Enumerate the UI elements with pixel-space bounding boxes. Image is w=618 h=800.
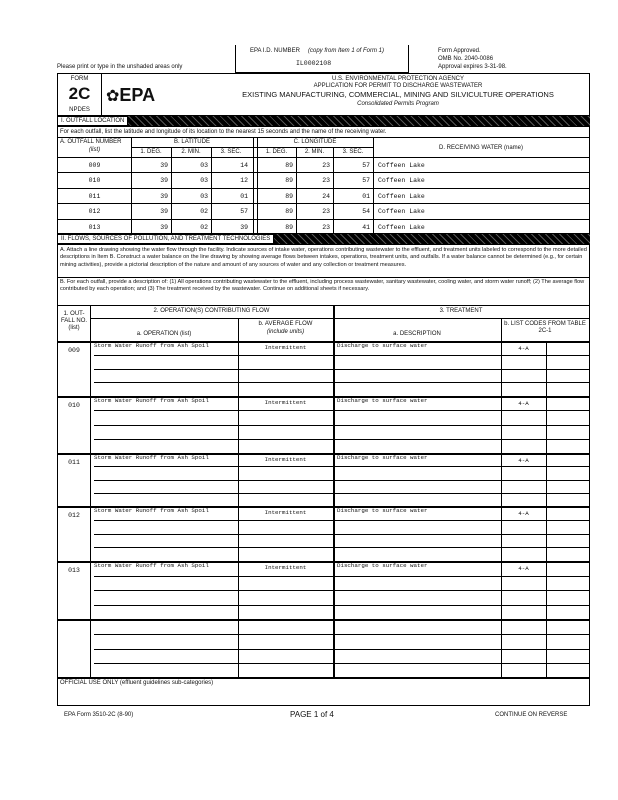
lat-min: 02 <box>200 208 208 216</box>
line-divider <box>94 663 589 664</box>
omb-number: OMB No. 2040-0086 <box>438 56 494 62</box>
operation: Storm Water Runoff from Ash Spoil <box>94 562 209 569</box>
col-longitude: C. LONGITUDE <box>293 139 337 145</box>
average-flow: Intermittent <box>264 344 307 351</box>
epa-id-box <box>235 45 409 73</box>
treatment-code: 4-A <box>518 345 529 352</box>
column-divider <box>131 137 132 234</box>
print-note: Please print or type in the unshaded areas only <box>57 64 183 70</box>
lat-sec: 14 <box>240 162 248 169</box>
col-long-min: 2. MIN. <box>304 149 325 155</box>
long-sec: 57 <box>362 162 370 169</box>
outfall-no: 012 <box>68 512 80 519</box>
lat-sec: 01 <box>240 192 248 200</box>
outfall-number: 009 <box>88 162 101 169</box>
column-divider <box>253 137 254 234</box>
treatment-code: 4-A <box>518 510 529 517</box>
col-outfall-sub: (list) <box>88 147 101 153</box>
form-program: NPDES <box>69 107 90 113</box>
line-divider <box>94 634 589 635</box>
section-1-instruction: For each outfall, list the latitude and longitude of its location to the nearest 15 seconds and the name of the receiving water. <box>60 129 387 135</box>
average-flow: Intermittent <box>264 399 307 406</box>
col-average-flow: b. AVERAGE FLOW <box>258 321 313 327</box>
long-sec: 01 <box>362 192 370 200</box>
lat-min: 03 <box>200 177 208 185</box>
lat-deg: 39 <box>160 177 168 185</box>
lat-deg: 39 <box>160 208 168 216</box>
col-receiving-water: D. RECEIVING WATER (name) <box>438 145 523 151</box>
outfall-number: 010 <box>88 177 101 185</box>
outfall-no: 009 <box>68 347 80 354</box>
agency-name: U.S. ENVIRONMENTAL PROTECTION AGENCY <box>331 76 465 82</box>
col-operation: a. OPERATION (list) <box>136 331 192 337</box>
lat-deg: 39 <box>160 223 168 231</box>
section-1-title: I. OUTFALL LOCATION <box>57 116 128 126</box>
footer-form-id: EPA Form 3510-2C (8-90) <box>64 712 134 718</box>
long-min: 23 <box>322 208 330 216</box>
receiving-water: Coffeen Lake <box>378 208 425 216</box>
lat-deg: 39 <box>160 162 168 169</box>
table-row <box>58 172 589 188</box>
long-sec: 54 <box>362 208 370 216</box>
long-deg: 89 <box>285 223 293 231</box>
column-divider <box>211 147 212 234</box>
official-use-label: OFFICIAL USE ONLY (effluent guidelines sub-categories) <box>60 680 214 686</box>
average-flow: Intermittent <box>264 564 307 571</box>
form-approved: Form Approved. <box>438 48 481 54</box>
long-deg: 89 <box>285 208 293 216</box>
long-deg: 89 <box>285 177 293 185</box>
long-min: 23 <box>322 223 330 231</box>
line-divider <box>94 493 589 494</box>
col-treatment: 3. TREATMENT <box>439 308 483 314</box>
operation: Storm Water Runoff from Ash Spoil <box>94 454 209 461</box>
treatment-description: Discharge to surface water <box>337 562 428 569</box>
line-divider <box>94 576 589 577</box>
epa-id-label: EPA I.D. NUMBER <box>250 48 300 54</box>
col-flow-units: (include units) <box>266 329 305 335</box>
line-divider <box>94 649 589 650</box>
treatment-description: Discharge to surface water <box>337 454 428 461</box>
col-long-deg: 1. DEG. <box>265 149 288 155</box>
lat-sec: 39 <box>240 223 248 231</box>
table-row <box>58 157 589 173</box>
item-a-text: A. Attach a line drawing showing the water flow through the facility. Indicate sources of intake water, operations contributing wastewater to the effluent, and treatment units labeled to correspond to the more detailed descriptions in Item B. Construct a water balance on the line drawing by showing average flows between intakes, operations, treatment units, and outfalls. If a water balance cannot be determined (e.g., for certain mining activities), provide a pictorial description of the nature and amount of any sources of water and any collection or treatment measures. <box>60 247 587 268</box>
operation: Storm Water Runoff from Ash Spoil <box>94 342 209 349</box>
treatment-code: 4-A <box>518 457 529 464</box>
approval-expires: Approval expires 3-31-98. <box>438 64 507 70</box>
official-use-box <box>57 677 590 706</box>
form-header <box>57 73 590 116</box>
column-divider <box>296 147 297 234</box>
line-divider <box>94 410 589 411</box>
item-b-text: B. For each outfall, provide a description of: (1) All operations contributing wastewater to the effluent, including process wastewater, sanitary wastewater, cooling water, and storm water runoff; (2) The average flow contributed by each operation; and (3) The treatment received by the wastewater. Continue on additional sheets if necessary. <box>60 279 585 293</box>
form-title-1: APPLICATION FOR PERMIT TO DISCHARGE WASTEWATER <box>313 83 483 89</box>
table-row <box>58 219 589 235</box>
outfall-number: 012 <box>88 208 101 216</box>
column-divider <box>171 147 172 234</box>
treatment-description: Discharge to surface water <box>337 342 428 349</box>
col-description: a. DESCRIPTION <box>393 331 441 337</box>
receiving-water: Coffeen Lake <box>378 162 425 169</box>
line-divider <box>94 439 589 440</box>
long-min: 24 <box>322 192 330 200</box>
form-title-2: EXISTING MANUFACTURING, COMMERCIAL, MINING AND SILVICULTURE OPERATIONS <box>242 90 554 99</box>
long-deg: 89 <box>285 192 293 200</box>
line-divider <box>94 480 589 481</box>
flows-table <box>57 244 590 678</box>
column-divider <box>373 137 374 234</box>
line-divider <box>94 605 589 606</box>
treatment-description: Discharge to surface water <box>337 507 428 514</box>
col-lat-sec: 3. SEC. <box>220 149 242 155</box>
form-number: 2C <box>68 84 91 103</box>
long-min: 23 <box>322 162 330 169</box>
footer-continue: CONTINUE ON REVERSE <box>495 712 568 718</box>
lat-min: 03 <box>200 162 208 169</box>
outfall-no: 011 <box>68 459 80 466</box>
table-row <box>58 188 589 204</box>
epa-id-note: (copy from Item 1 of Form 1) <box>308 48 385 54</box>
line-divider <box>94 590 589 591</box>
average-flow: Intermittent <box>264 456 307 463</box>
treatment-code: 4-A <box>518 400 529 407</box>
receiving-water: Coffeen Lake <box>378 192 425 200</box>
form-label: FORM <box>70 76 89 82</box>
col-lat-min: 2. MIN. <box>181 149 201 155</box>
outfall-no: 013 <box>68 567 80 574</box>
col-codes: b. LIST CODES FROM TABLE 2C-1 <box>504 321 586 334</box>
outfall-number: 011 <box>88 192 101 200</box>
receiving-water: Coffeen Lake <box>378 223 425 231</box>
column-divider <box>257 137 258 234</box>
lat-min: 02 <box>200 223 208 231</box>
col-latitude: B. LATITUDE <box>174 139 210 145</box>
section-2-title: II. FLOWS, SOURCES OF POLLUTION, AND TREATMENT TECHNOLOGIES <box>57 234 274 244</box>
line-divider <box>94 425 589 426</box>
program-name: Consolidated Permits Program <box>357 101 439 107</box>
long-deg: 89 <box>285 162 293 169</box>
lat-min: 03 <box>200 192 208 200</box>
col-outfall-no: 1. OUT-FALL NO. (list) <box>60 311 88 331</box>
operation: Storm Water Runoff from Ash Spoil <box>94 397 209 404</box>
line-divider <box>94 520 589 521</box>
row-divider <box>58 619 589 621</box>
receiving-water: Coffeen Lake <box>378 177 425 185</box>
col-lat-deg: 1. DEG. <box>140 149 162 155</box>
epa-id-value: IL0002108 <box>296 60 332 67</box>
line-divider <box>94 369 589 370</box>
line-divider <box>94 547 589 548</box>
epa-flower-icon: ✿ <box>106 88 120 105</box>
treatment-code: 4-A <box>518 565 529 572</box>
long-sec: 41 <box>362 223 370 231</box>
epa-logo: ✿EPA <box>106 85 156 105</box>
line-divider <box>94 534 589 535</box>
lat-deg: 39 <box>160 192 168 200</box>
lat-sec: 57 <box>240 208 248 216</box>
col-long-sec: 3. SEC. <box>342 149 364 155</box>
col-operations: 2. OPERATION(S) CONTRIBUTING FLOW <box>153 308 270 314</box>
operation: Storm Water Runoff from Ash Spoil <box>94 507 209 514</box>
footer-page: PAGE 1 of 4 <box>290 710 334 719</box>
table-row <box>58 203 589 219</box>
lat-sec: 12 <box>240 177 248 185</box>
outfall-location-table <box>57 126 590 234</box>
outfall-number: 013 <box>88 223 101 231</box>
line-divider <box>94 466 589 467</box>
outfall-no: 010 <box>68 402 80 409</box>
line-divider <box>94 382 589 383</box>
treatment-description: Discharge to surface water <box>337 397 428 404</box>
column-divider <box>333 147 334 234</box>
long-sec: 57 <box>362 177 370 185</box>
long-min: 23 <box>322 177 330 185</box>
col-outfall-number: A. OUTFALL NUMBER <box>60 139 122 145</box>
line-divider <box>94 355 589 356</box>
average-flow: Intermittent <box>264 509 307 516</box>
